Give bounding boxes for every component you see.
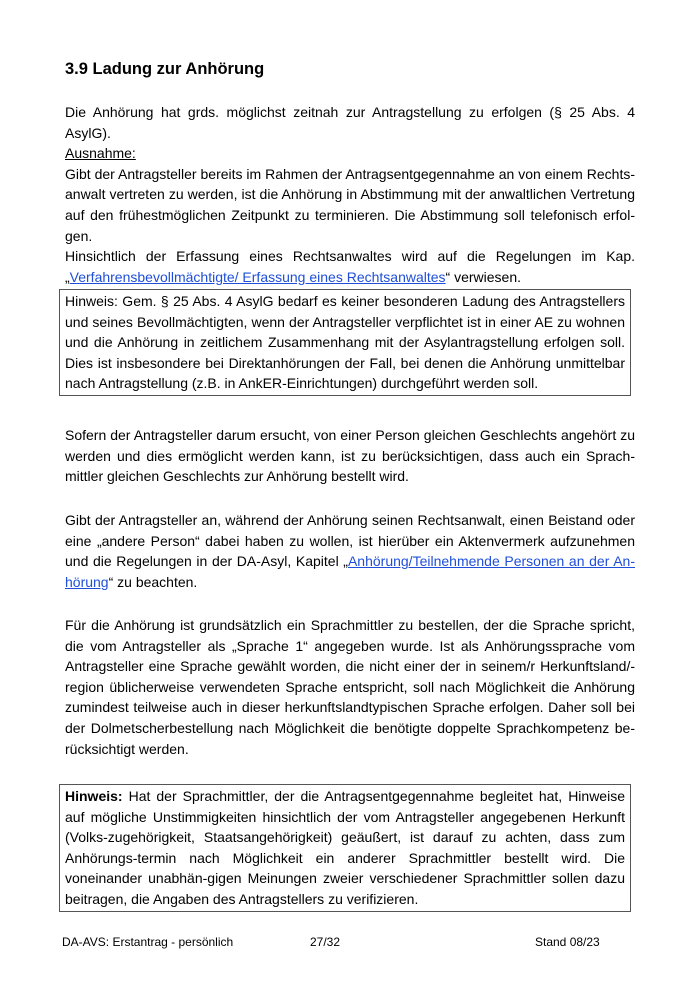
link-anhoerung-teilnehmende[interactable]: Anhörung/Teilnehmende Personen an der An-hörung: [65, 553, 635, 590]
companion-paragraph-text: [65, 510, 635, 592]
footer-page-number: 27/32: [310, 935, 341, 949]
exception-label: Ausnahme:: [65, 145, 136, 162]
intro-line: Die Anhörung hat grds. möglichst zeitnah zur Antragstellung zu erfolgen (§ 25 Abs. 4 AsylG).: [65, 104, 635, 141]
link-verfahrensbevollmaechtigte[interactable]: Verfahrensbevollmächtigte/ Erfassung eines Rechtsanwaltes: [69, 268, 446, 285]
interpreter-paragraph: [65, 615, 635, 759]
gender-paragraph-text: Sofern der Antragsteller darum ersucht, von einer Person gleichen Geschlechts angehört zu werden und dies ermöglicht werden kann, ist zu berücksichtigen, dass auch ein Sprach-mittler gleichen Geschlechts zur Anhörung bestellt wird.: [65, 427, 635, 485]
lawyer-reference-pre: Hinsichtlich der Erfassung eines Rechtsanwaltes wird auf die Regelungen im Kap. „: [65, 248, 635, 285]
lawyer-reference-post: “ verwiesen.: [445, 268, 522, 285]
note-body: Hat der Sprachmittler, der die Antragsentgegennahme begleitet hat, Hinweise auf mögliche Unstimmigkeiten hinsichtlich der vom Antragsteller angegebenen Herkunft (Volks-zugehörigkeit, Staatsangehörigkeit) geäußert, ist darauf zu achten, dass zum Anhörungs-termin nach Möglichkeit ein anderer Sprachmittler bestellt wird. Die voneinander unabhän-gigen Meinungen zweier verschiedener Sprachmittler sollen dazu beitragen, die Angaben des Antragstellers zu verifizieren.: [65, 788, 625, 907]
companion-post: “ zu beachten.: [108, 573, 198, 590]
note-label: Hinweis:: [65, 788, 123, 804]
interpreter-paragraph-text: Für die Anhörung ist grundsätzlich ein Sprachmittler zu bestellen, der die Sprache spricht, die vom Antragsteller als „Sprache 1“ angegeben wurde. Ist als Anhörungssprache vom Antragsteller eine Sprache gewählt worden, die nicht einer der in seinem/r Herkunftsland/-region üblicherweise verwendeten Sprache entspricht, soll nach Möglichkeit die Anhörung zumindest teilweise auch in dieser herkunftslandtypischen Sprache erfolgen. Daher soll bei der Dolmetscherbestellung nach Möglichkeit die benötigte doppelte Sprachkompetenz be-rücksichtigt werden.: [65, 617, 635, 757]
companion-paragraph: [65, 510, 635, 592]
note-box-ladung: [59, 289, 631, 396]
gender-paragraph: [65, 425, 635, 487]
exception-text: Gibt der Antragsteller bereits im Rahmen der Antragsentgegennahme an von einem Rechts-anwalt vertreten zu werden, ist die Anhörung in Abstimmung mit der anwaltlichen Vertretung auf den frühestmöglichen Zeitpunkt zu terminieren. Die Abstimmung soll telefonisch erfol-gen.: [65, 165, 635, 244]
note-ladung-text: Hinweis: Gem. § 25 Abs. 4 AsylG bedarf es keiner besonderen Ladung des Antragstellers und seines Bevollmächtigten, wenn der Antragsteller verpflichtet ist in einer AE zu wohnen und die Anhörung in zeitlichem Zusammenhang mit der Asylantragstellung erfolgen soll. Dies ist insbesondere bei Direktanhörungen der Fall, bei denen die Anhörung unmittelbar nach Antragstellung (z.B. in AnkER-Einrichtungen) durchgeführt werden soll.: [65, 293, 625, 392]
note-box-sprachmittler: [59, 784, 631, 912]
companion-pre: Gibt der Antragsteller an, während der Anhörung seinen Rechtsanwalt, einen Beistand oder eine „andere Person“ dabei haben zu wollen, ist hierüber ein Aktenvermerk aufzunehmen und die Regelungen in der DA-Asyl, Kapitel „: [65, 512, 635, 570]
section-heading: 3.9 Ladung zur Anhörung: [65, 60, 265, 78]
footer-version: Stand 08/23: [535, 935, 600, 949]
lawyer-reference: [65, 246, 635, 287]
footer-document-title: DA-AVS: Erstantrag - persönlich: [62, 935, 234, 949]
intro-block: [65, 102, 635, 287]
note-sprachmittler-text: [65, 786, 625, 910]
